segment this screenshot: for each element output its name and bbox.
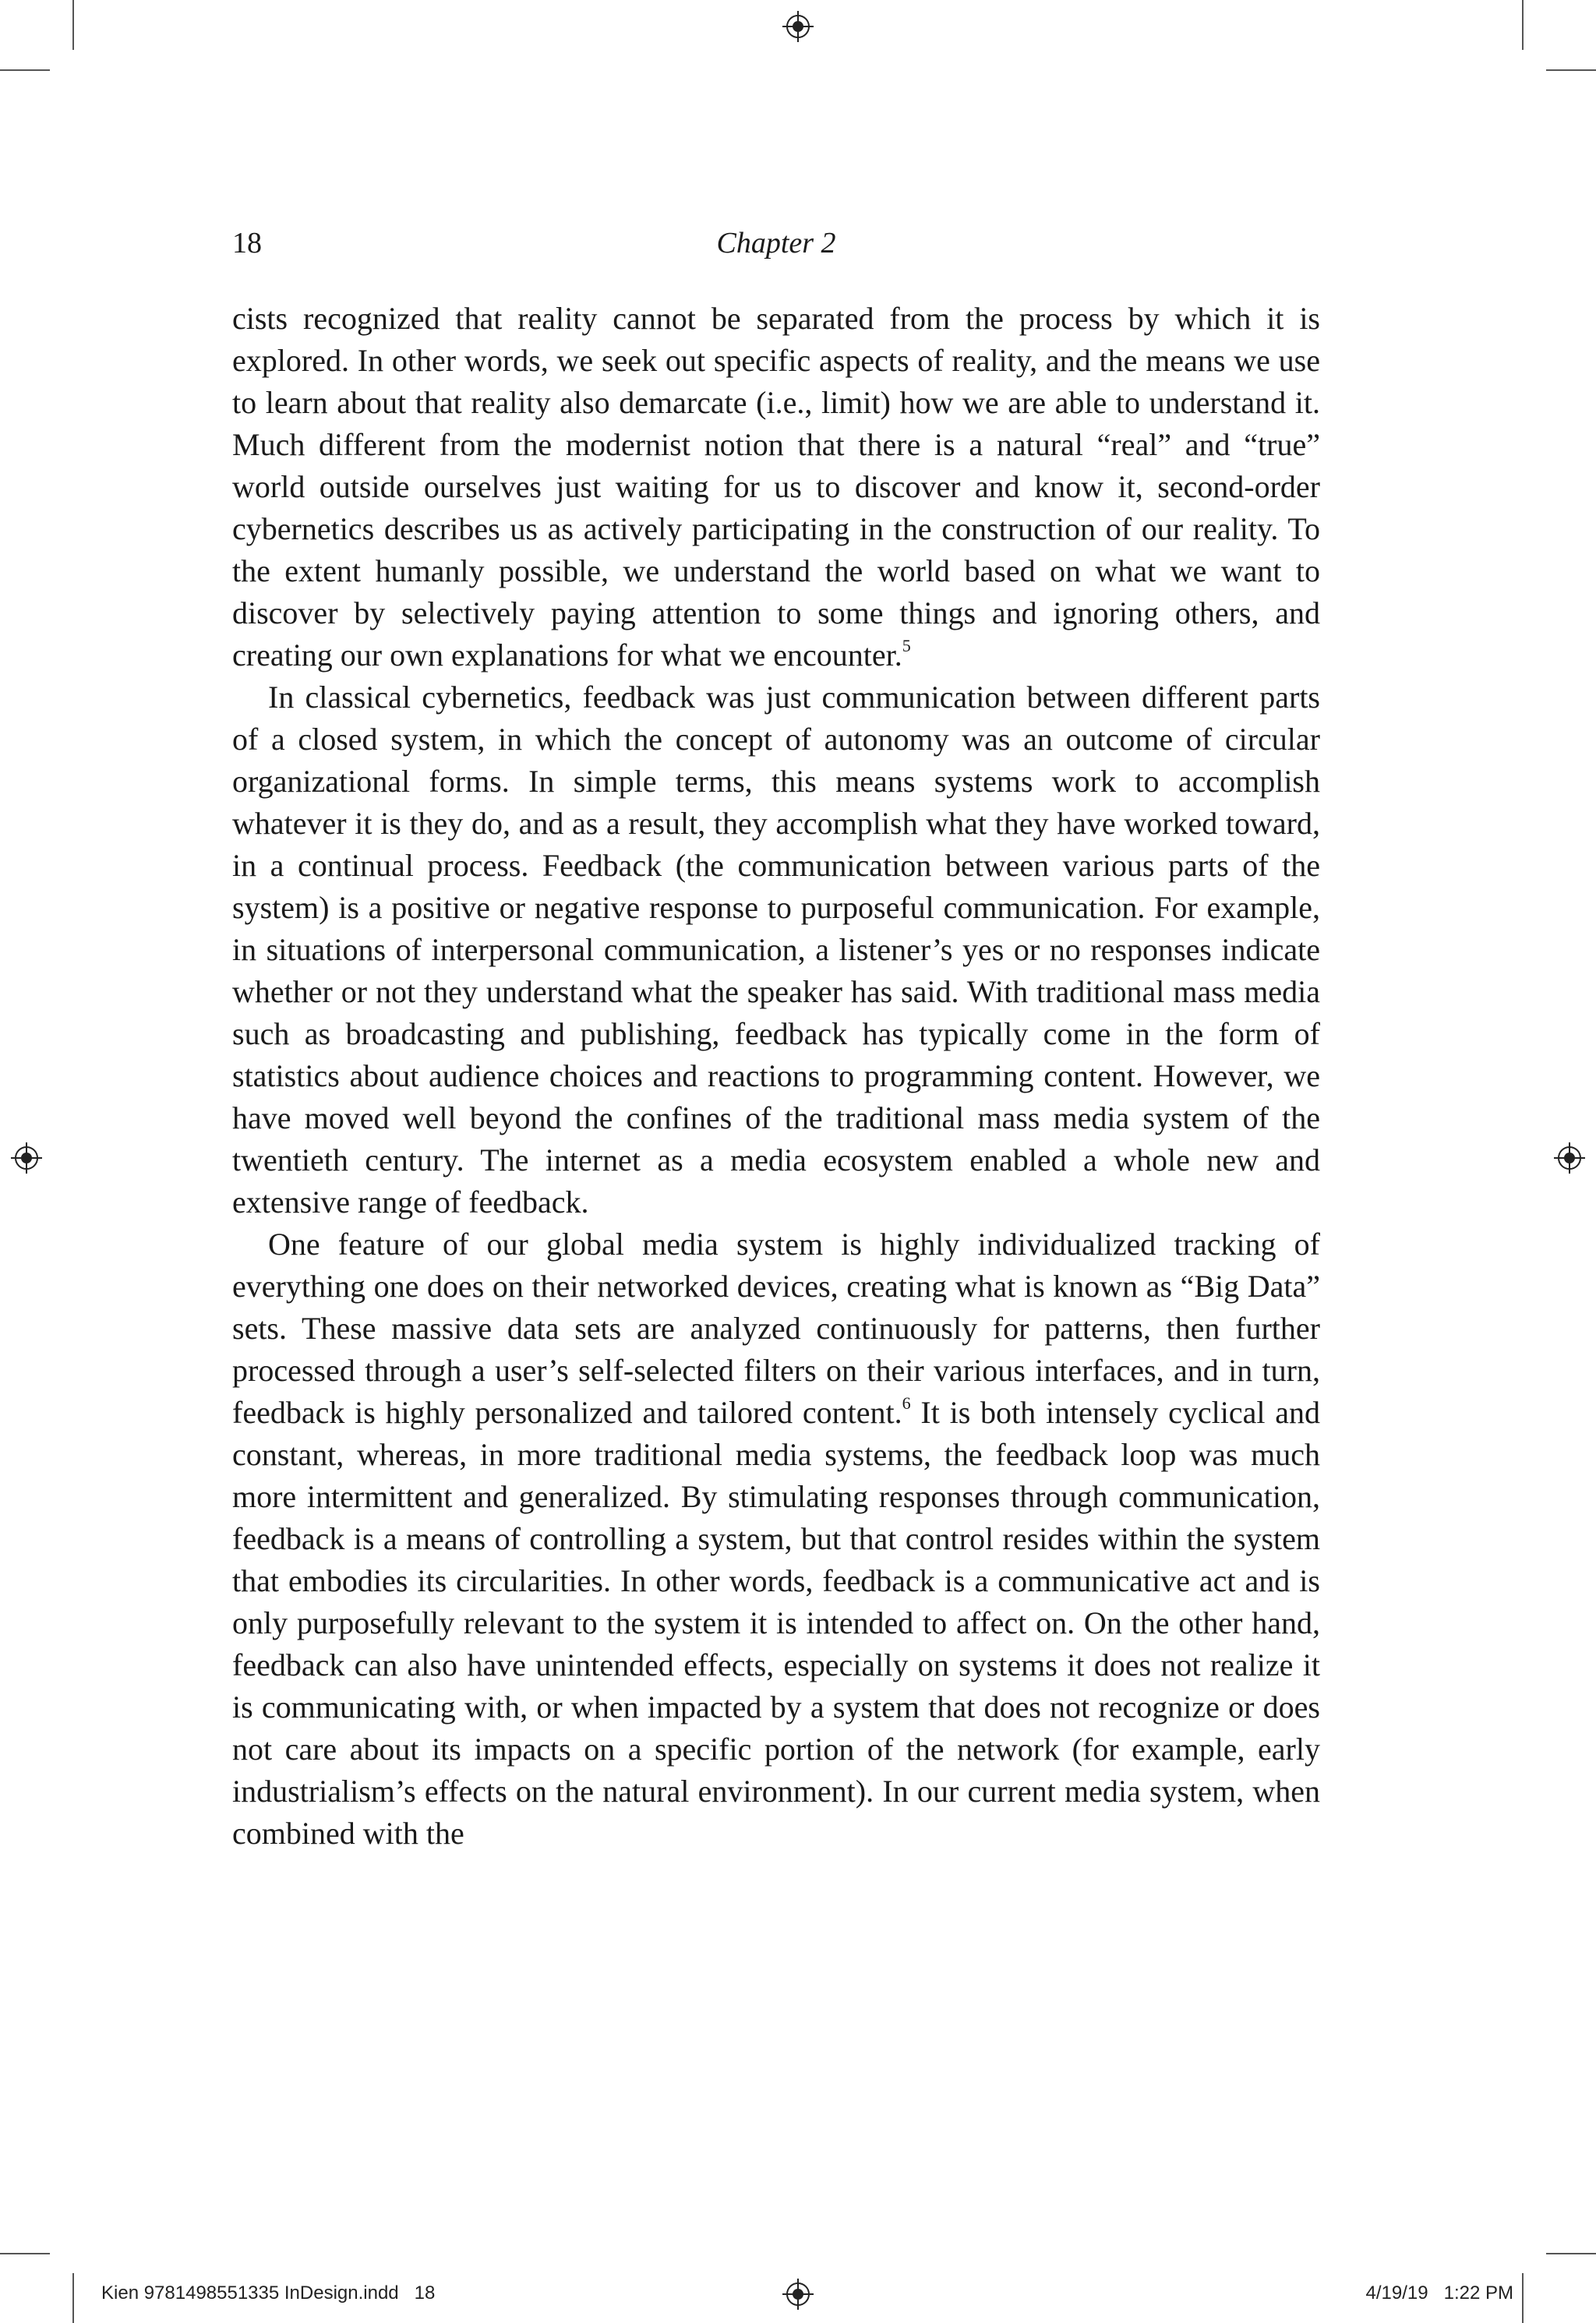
crop-mark	[1522, 2273, 1524, 2323]
registration-mark-icon	[782, 11, 814, 42]
crop-mark	[1546, 69, 1596, 71]
running-head	[232, 224, 1320, 262]
paragraph-text: One feature of our global media system is highly individualized tracking of everything one does on their networked devices, creating what is known as “Big Data” sets. These massive data sets are analyzed continuously for patterns, then further processed through a user’s self-selected filters on their various interfaces, and in turn, feedback is highly personalized and tailored content.	[232, 1227, 1320, 1430]
paragraph-text: In classical cybernetics, feedback was just communication between different parts of a closed system, in which the concept of autonomy was an outcome of circular organizational forms. In simple terms, this means systems work to accomplish whatever it is they do, and as a result, they accomplish what they have worked toward, in a continual process. Feedback (the communication between various parts of the system) is a positive or negative response to purposeful communication. For example, in situations of interpersonal communication, a listener’s yes or no responses indicate whether or not they understand what the speaker has said. With traditional mass media such as broadcasting and publishing, feedback has typically come in the form of statistics about audience choices and reactions to programming content. However, we have moved well beyond the confines of the traditional mass media system of the twentieth century. The internet as a media ecosystem enabled a whole new and extensive range of feedback.	[232, 680, 1320, 1220]
crop-mark	[72, 0, 74, 50]
paragraph	[232, 676, 1320, 1223]
crop-mark	[0, 69, 50, 71]
paragraph-text: cists recognized that reality cannot be separated from the process by which it is explored. In other words, we seek out specific aspects of reality, and the means we use to learn about that reality also demarcate (i.e., limit) how we are able to understand it. Much different from the modernist notion that there is a natural “real” and “true” world outside ourselves just waiting for us to discover and know it, second-order cybernetics describes us as actively participating in the construction of our reality. To the extent humanly possible, we understand the world based on what we want to discover by selectively paying attention to some things and ignoring others, and creating our own explanations for what we encounter.	[232, 301, 1320, 673]
slug-timestamp: 4/19/19 1:22 PM	[1365, 2282, 1513, 2304]
registration-mark-icon	[11, 1142, 42, 1174]
chapter-title: Chapter 2	[716, 227, 836, 259]
page-number: 18	[232, 227, 262, 259]
body-text	[232, 298, 1320, 1855]
slug-file-info: Kien 9781498551335 InDesign.indd 18	[101, 2282, 436, 2304]
footnote-reference: 5	[902, 636, 911, 655]
paragraph-text: It is both intensely cyclical and constant, whereas, in more traditional media systems, the feedback loop was much more intermittent and generalized. By stimulating responses through communication, feedback is a means of controlling a system, but that control resides within the system that embodies its circularities. In other words, feedback is a communicative act and is only purposefully relevant to the system it is intended to affect on. On the other hand, feedback can also have unintended effects, especially on systems it does not realize it is communicating with, or when impacted by a system that does not recognize or does not care about its impacts on a specific portion of the network (for example, early industrialism’s effects on the natural environment). In our current media system, when combined with the	[232, 1395, 1321, 1851]
registration-mark-icon	[1554, 1142, 1585, 1174]
crop-mark	[0, 2253, 50, 2254]
registration-mark-icon	[782, 2279, 814, 2310]
crop-mark	[72, 2273, 74, 2323]
footnote-reference: 6	[902, 1393, 911, 1413]
paragraph	[232, 298, 1320, 676]
crop-mark	[1546, 2253, 1596, 2254]
paragraph	[232, 1223, 1320, 1855]
crop-mark	[1522, 0, 1524, 50]
